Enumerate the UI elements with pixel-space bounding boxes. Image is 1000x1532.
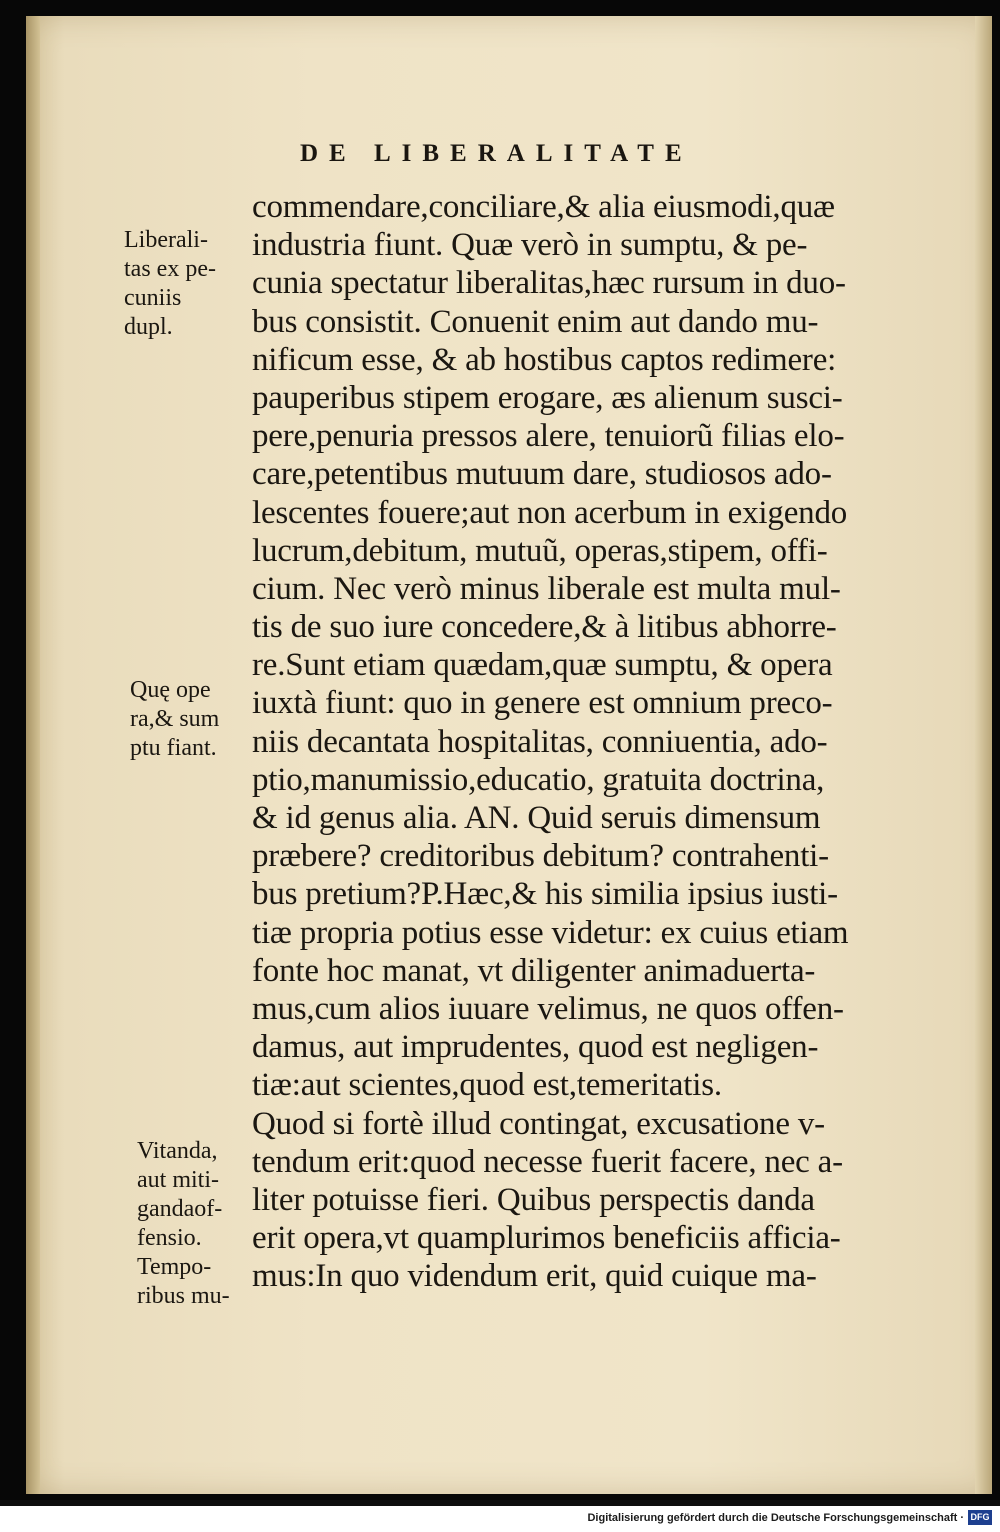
text-line: lucrum,debitum, mutuũ, operas,stipem, offi- bbox=[252, 532, 828, 569]
marginal-note-line: tas ex pe- bbox=[124, 256, 216, 282]
marginal-note-vitanda bbox=[137, 1137, 230, 1311]
text-line: tiæ:aut scientes,quod est,temeritatis. bbox=[252, 1067, 722, 1104]
body-text bbox=[252, 188, 932, 1295]
marginal-note-line: gandaof- bbox=[137, 1196, 223, 1222]
text-line: erit opera,vt quamplurimos beneficiis afficia- bbox=[252, 1220, 841, 1257]
marginal-note-line: fensio. bbox=[137, 1225, 202, 1251]
text-line: liter potuisse fieri. Quibus perspectis danda bbox=[252, 1181, 815, 1218]
text-line: & id genus alia. AN. Quid seruis dimensum bbox=[252, 800, 821, 836]
marginal-note-liberalitas bbox=[124, 226, 216, 342]
marginal-note-line: aut miti- bbox=[137, 1167, 219, 1193]
text-line: Quod si fortè illud contingat, excusatione v- bbox=[252, 1105, 825, 1142]
text-line: mus,cum alios iuuare velimus, ne quos offen- bbox=[252, 990, 844, 1027]
text-line: pauperibus stipem erogare, æs alienum susci- bbox=[252, 379, 843, 416]
text-line: fonte hoc manat, vt diligenter animaduerta- bbox=[252, 952, 816, 989]
text-line: bus pretium?P.Hæc,& his similia ipsius iusti- bbox=[252, 876, 838, 913]
text-line: bus consistit. Conuenit enim aut dando mu- bbox=[252, 303, 819, 340]
text-line: cunia spectatur liberalitas,hæc rursum in duo- bbox=[252, 265, 846, 302]
text-line: niis decantata hospitalitas, conniuentia, ado- bbox=[252, 723, 828, 760]
dfg-logo: DFG bbox=[968, 1510, 992, 1525]
marginal-note-line: Vitanda, bbox=[137, 1138, 218, 1164]
marginal-note-line: ra,& sum bbox=[130, 706, 220, 732]
text-line: cium. Nec verò minus liberale est multa mul- bbox=[252, 570, 841, 607]
running-head: DE LIBERALITATE bbox=[300, 140, 693, 167]
marginal-note-line: cuniis bbox=[124, 285, 182, 311]
text-line: damus, aut imprudentes, quod est negligen- bbox=[252, 1029, 819, 1066]
text-line: tiæ propria potius esse videtur: ex cuius etiam bbox=[252, 914, 849, 951]
text-line: care,petentibus mutuum dare, studiosos ado- bbox=[252, 456, 832, 493]
text-line: tendum erit:quod necesse fuerit facere, nec a- bbox=[252, 1143, 843, 1180]
text-line: mus:In quo videndum erit, quid cuique ma- bbox=[252, 1258, 817, 1295]
marginal-note-line: ptu fiant. bbox=[130, 735, 217, 761]
text-line: industria fiunt. Quæ verò in sumptu, & pe- bbox=[252, 227, 808, 264]
text-line: lescentes fouere;aut non acerbum in exigendo bbox=[252, 494, 848, 531]
text-line: ptio,manumissio,educatio, gratuita doctrina, bbox=[252, 761, 825, 798]
marginal-note-line: Liberali- bbox=[124, 227, 208, 253]
marginal-note-line: Quę ope bbox=[130, 677, 211, 703]
text-line: præbere? creditoribus debitum? contrahenti- bbox=[252, 838, 829, 875]
text-line: re.Sunt etiam quædam,quæ sumptu, & opera bbox=[252, 647, 833, 684]
text-line: commendare,conciliare,& alia eiusmodi,quæ bbox=[252, 189, 835, 225]
marginal-note-line: ribus mu- bbox=[137, 1283, 230, 1309]
marginal-note-opera-sumptu bbox=[130, 676, 219, 763]
text-line: tis de suo iure concedere,& à litibus abhorre- bbox=[252, 609, 837, 646]
page-gutter-edge bbox=[26, 16, 40, 1494]
page-fore-edge bbox=[975, 16, 992, 1494]
text-line: pere,penuria pressos alere, tenuiorũ filias elo- bbox=[252, 418, 845, 455]
text-line: nificum esse, & ab hostibus captos redimere: bbox=[252, 341, 837, 378]
marginal-note-line: Tempo- bbox=[137, 1254, 212, 1280]
marginal-note-line: dupl. bbox=[124, 314, 173, 340]
footer-credit: Digitalisierung gefördert durch die Deutsche Forschungsgemeinschaft · bbox=[587, 1512, 964, 1524]
text-line: iuxtà fiunt: quo in genere est omnium preco- bbox=[252, 685, 833, 722]
